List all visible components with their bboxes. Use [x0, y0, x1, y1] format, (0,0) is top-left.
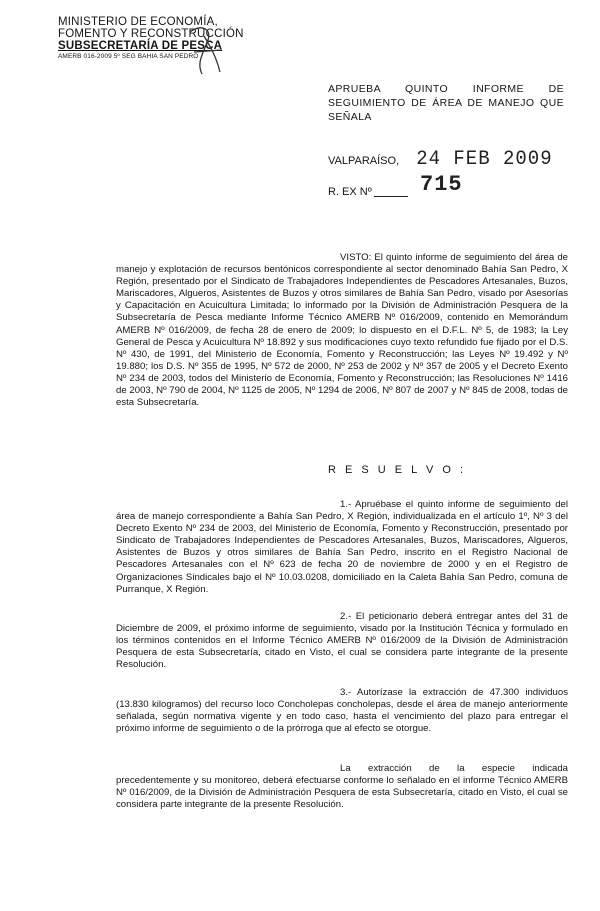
article-1-paragraph: [116, 499, 568, 596]
visto-paragraph: [116, 252, 568, 409]
rex-number-stamp: 715: [420, 172, 463, 197]
resuelvo-heading: R E S U E L V O :: [328, 464, 467, 476]
visto-text: VISTO: El quinto informe de seguimiento del área de manejo y explotación de recursos bentónicos correspondiente al sector denominado Bahía San Pedro, X Región, presentado por el Sindicato de Trabajadores Independientes de Pescadores Artesanales, Buzos, Mariscadores, Algueros, Asistentes de Buzos y otros similares de Bahía San Pedro, visado por Asesorías y Capacitación en Acuicultura Limitada; lo informado por la División de Administración Pesquera de la Subsecretaría de Pesca mediante Informe Técnico AMERB Nº 016/2009, contenido en Memorándum AMERB Nº 016/2009, de fecha 28 de enero de 2009; lo dispuesto en el D.F.L. Nº 5, de 1983; la Ley General de Pesca y Acuicultura Nº 18.892 y sus modificaciones cuyo texto refundido fue fijado por el D.S. Nº 430, de 1991, del Ministerio de Economía, Fomento y Reconstrucción; las Leyes Nº 19.492 y Nº 19.880; los D.S. Nº 355 de 1995, Nº 572 de 2000, Nº 253 de 2002 y Nº 357 de 2005 y el Decreto Exento Nº 234 de 2003, todos del Ministerio de Economía, Fomento y Reconstrucción; las Resoluciones Nº 1416 de 2003, Nº 790 de 2004, Nº 1125 de 2005, Nº 1294 de 2006, Nº 807 de 2007 y Nº 845 de 2008, todas de esta Subsecretaría.: [116, 252, 568, 409]
subsecretaria-name: SUBSECRETARÍA DE PESCA: [58, 40, 223, 52]
resolution-number-row: [328, 172, 463, 198]
extraction-note-paragraph: [116, 763, 568, 811]
place-date-row: [328, 148, 553, 170]
ministry-name-line-1: MINISTERIO DE ECONOMÍA,: [58, 16, 218, 28]
file-reference: AMERB 016-2009 5º SEG BAHIA SAN PEDRO: [58, 53, 199, 60]
article-3-paragraph: [116, 687, 568, 735]
date-stamp: 24 FEB 2009: [416, 147, 553, 171]
place-label: VALPARAÍSO,: [328, 155, 400, 167]
article-3-text: 3.- Autorízase la extracción de 47.300 individuos (13.830 kilogramos) del recurso loco Concholepas concholepas, desde el área de manejo anteriormente señalada, según normativa vigente y en todo caso, hasta el vencimiento del plazo para entregar el próximo informe de seguimiento o de la prórroga que al efecto se otorgue.: [116, 687, 568, 735]
article-1-text: 1.- Apruébase el quinto informe de seguimiento del área de manejo correspondiente a Bahía San Pedro, X Región, individualizada en el artículo 1º, Nº 3 del Decreto Exento Nº 234 de 2003, del Ministerio de Economía, Fomento y Reconstrucción, presentado por Sindicato de Trabajadores Independientes de Pescadores Artesanales, Buzos, Mariscadores, Algueros, Asistentes de Buzos y otros similares de Bahía San Pedro, inscrito en el Registro Nacional de Pescadores Artesanales con el Nº 623 de fecha 20 de noviembre de 2000 y en el Registro de Organizaciones Sindicales bajo el Nº 10.03.0208, domiciliado en la Caleta Bahía San Pedro, comuna de Purranque, X Región.: [116, 499, 568, 595]
extraction-note-text: La extracción de la especie indicada precedentemente y su monitoreo, deberá efectuarse conforme lo señalado en el informe Técnico AMERB Nº 016/2009, de la División de Administración Pesquera de esta Subsecretaría, citado en Visto, el cual se considera parte integrante de la presente Resolución.: [116, 763, 568, 811]
ministry-name-line-2: FOMENTO Y RECONSTRUCCIÓN: [58, 28, 244, 40]
rex-underline: [374, 196, 408, 197]
article-2-paragraph: [116, 611, 568, 671]
article-2-text: 2.- El peticionario deberá entregar antes del 31 de Diciembre de 2009, el próximo informe de seguimiento, visado por la Institución Técnica y formulado en los términos contenidos en el Informe Técnico AMERB Nº 016/2009 de la División de Administración Pesquera de esta Subsecretaría, citado en Visto, el cual se considera parte integrante de la presente Resolución.: [116, 611, 568, 671]
handwritten-signature: [186, 22, 228, 80]
rex-label: R. EX Nº: [328, 186, 372, 198]
resolution-subject: APRUEBA QUINTO INFORME DE SEGUIMIENTO DE ÁREA DE MANEJO QUE SEÑALA: [328, 83, 564, 123]
